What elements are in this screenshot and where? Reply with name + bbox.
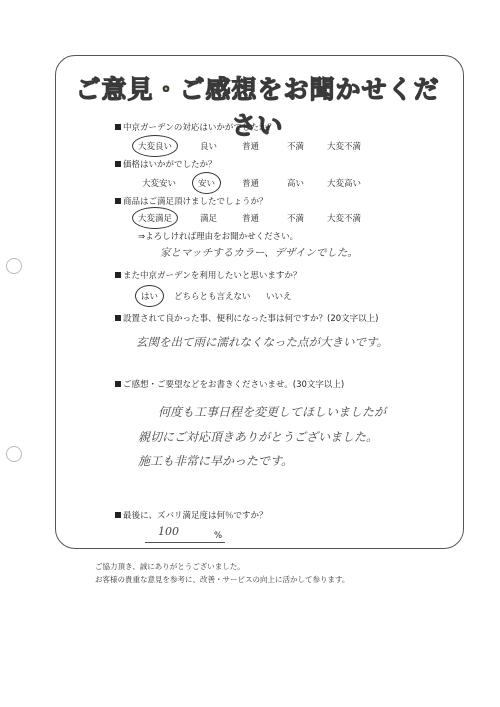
option-service-1[interactable]: 大変良い (138, 142, 173, 152)
feedback-answer-line-2[interactable]: 親切にご対応頂きありがとうございました。 (138, 430, 379, 444)
option-reuse-1[interactable]: はい (141, 292, 159, 302)
reason-prompt: ⇒よろしければ理由をお聞かせください。 (138, 232, 299, 242)
option-satisfaction-5[interactable]: 大変不満 (327, 214, 362, 224)
option-reuse-3[interactable]: いいえ (266, 292, 292, 302)
square-bullet-icon (115, 272, 121, 278)
question-feedback: ご感想・ご要望などをお書きくださいませ。(30文字以上) (115, 378, 344, 390)
question-price: 価格はいかがでしたか？ (115, 158, 217, 170)
option-service-5[interactable]: 大変不満 (327, 142, 362, 152)
final-answer-underline (145, 542, 225, 543)
survey-title: ご意見・ご感想をお聞かせください (75, 75, 440, 140)
question-final: 最後に、ズバリ満足度は何％ですか？ (115, 509, 268, 521)
footer-thanks: ご協力頂き、誠にありがとうございました。 (95, 562, 245, 571)
feedback-answer-line-1[interactable]: 何度も工事日程を変更してほしいましたが (158, 405, 387, 419)
option-satisfaction-2[interactable]: 満足 (200, 214, 218, 224)
square-bullet-icon (115, 381, 121, 387)
option-reuse-2[interactable]: どちらとも言えない (174, 292, 251, 302)
binder-hole-bottom (6, 446, 22, 462)
option-price-3[interactable]: 普通 (242, 179, 260, 189)
reason-answer[interactable]: 家とマッチするカラー、デザインでした。 (160, 247, 358, 259)
square-bullet-icon (115, 512, 121, 518)
option-service-3[interactable]: 普通 (242, 142, 260, 152)
option-price-4[interactable]: 高い (287, 179, 305, 189)
footer-note: お客様の貴重な意見を参考に、改善・サービスの向上に活かして参ります。 (95, 575, 350, 584)
question-satisfaction: 商品はご満足頂けましたでしょうか？ (115, 195, 268, 207)
benefit-answer[interactable]: 玄関を出て雨に濡れなくなった点が大きいです。 (136, 335, 389, 349)
feedback-answer-line-3[interactable]: 施工も非常に早かったです。 (138, 454, 294, 468)
square-bullet-icon (115, 315, 121, 321)
option-satisfaction-1[interactable]: 大変満足 (138, 214, 173, 224)
question-service: 中京ガーデンの対応はいかがでしたか？ (115, 121, 276, 133)
square-bullet-icon (115, 124, 121, 130)
option-satisfaction-3[interactable]: 普通 (242, 214, 260, 224)
final-answer-unit: % (214, 531, 223, 541)
final-answer-value[interactable]: 100 (158, 525, 179, 538)
option-price-2[interactable]: 安い (198, 179, 216, 189)
square-bullet-icon (115, 161, 121, 167)
option-service-4[interactable]: 不満 (287, 142, 305, 152)
question-reuse: また中京ガーデンを利用したいと思いますか？ (115, 269, 301, 281)
option-service-2[interactable]: 良い (200, 142, 218, 152)
question-benefit: 設置されて良かった事、便利になった事は何ですか？(20文字以上) (115, 312, 378, 324)
option-price-5[interactable]: 大変高い (327, 179, 362, 189)
square-bullet-icon (115, 198, 121, 204)
binder-hole-top (6, 258, 22, 274)
option-price-1[interactable]: 大変安い (142, 179, 177, 189)
option-satisfaction-4[interactable]: 不満 (287, 214, 305, 224)
